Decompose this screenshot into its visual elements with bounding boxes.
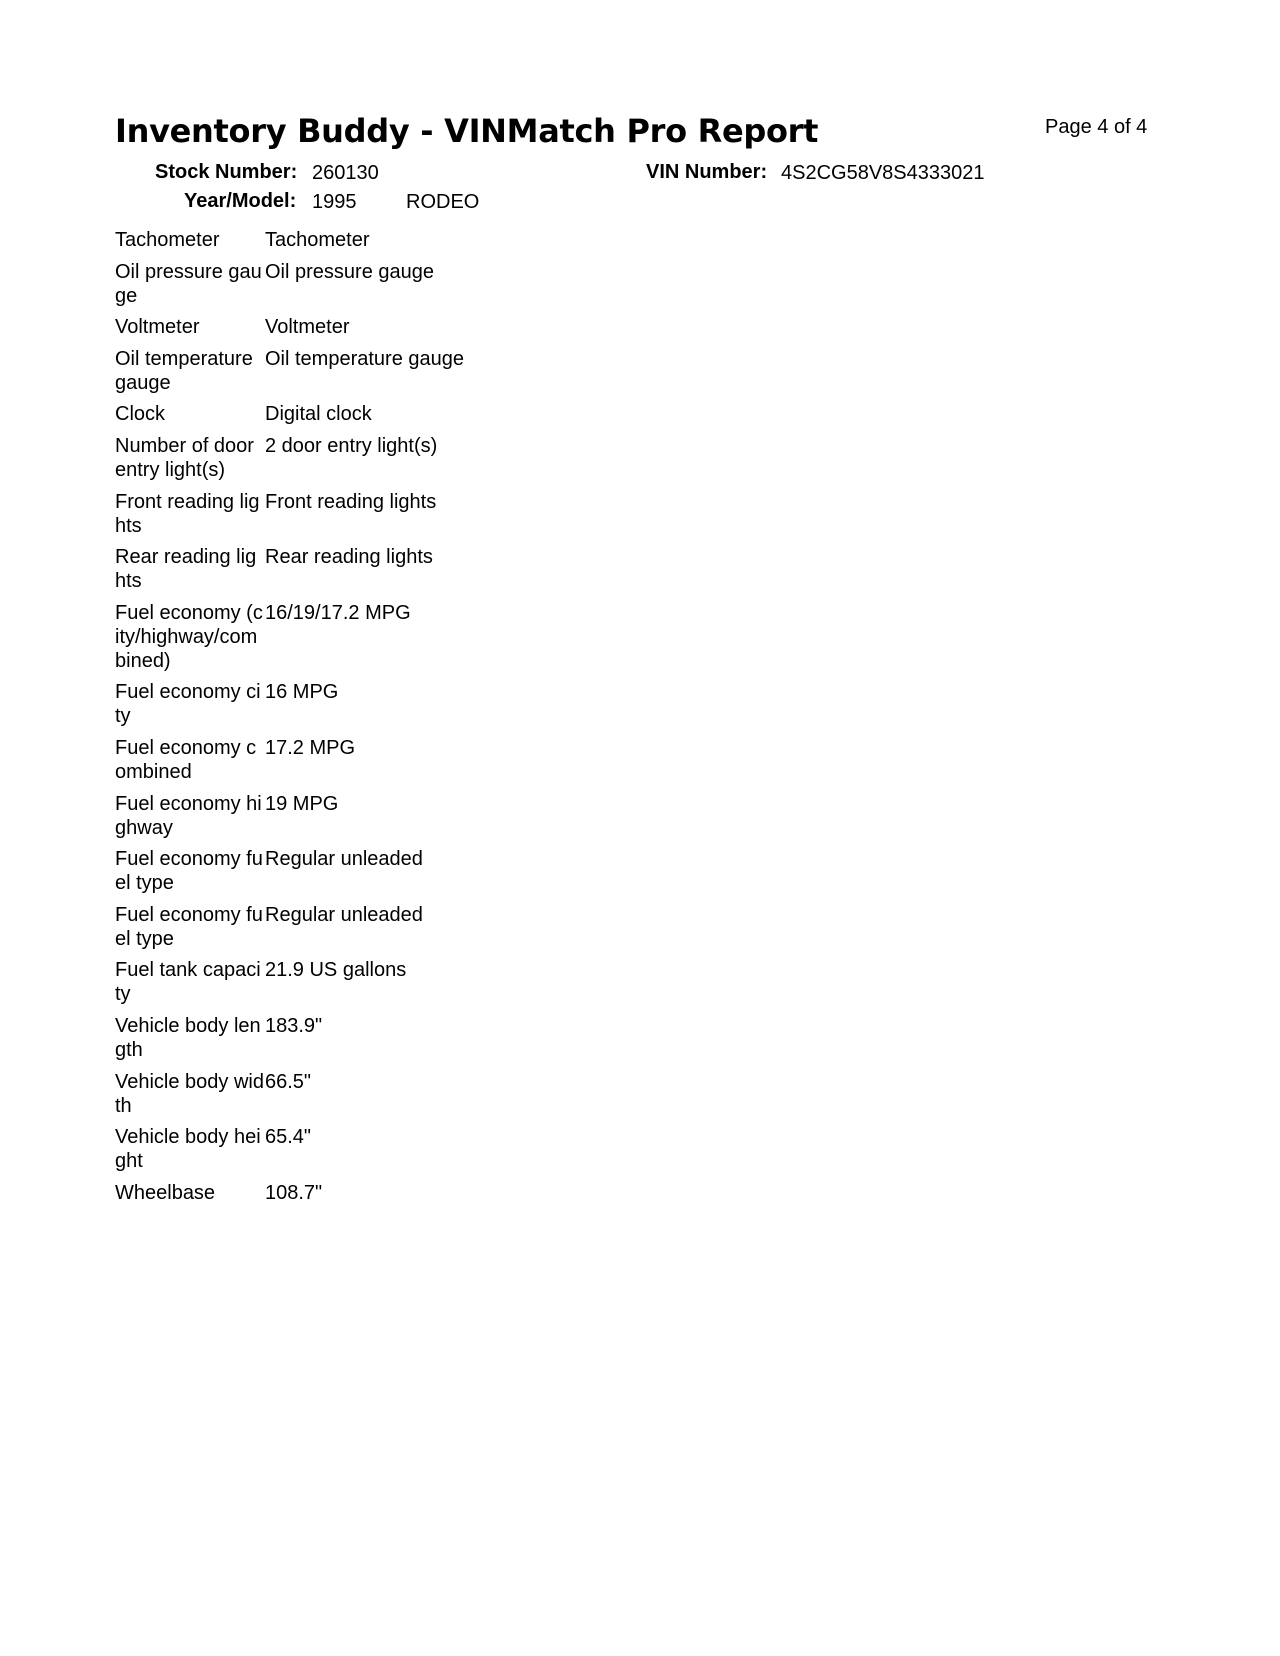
vin-number-label-text: VIN Number: [646,161,768,183]
stock-number-label-text: Stock Number: [155,161,298,183]
spec-label: Fuel economy (city/highway/combined) [115,601,263,672]
spec-value: Voltmeter [265,316,350,339]
spec-label: Number of door entry light(s) [115,434,254,481]
spec-value: Regular unleaded [265,903,423,926]
spec-value: Tachometer [265,229,370,251]
spec-row [115,315,495,339]
spec-label: Fuel economy combined [115,736,257,783]
spec-label: Fuel economy fuel type [115,903,263,950]
spec-row [115,260,495,308]
spec-label: Vehicle body width [115,1070,264,1117]
spec-row [115,347,495,395]
spec-value: Oil temperature gauge [265,347,465,370]
spec-label: Clock [115,403,166,426]
report-title: Inventory Buddy - VINMatch Pro Report [115,112,819,150]
spec-label: Fuel economy fuel type [115,848,263,895]
model-value: RODEO [406,191,480,213]
spec-value: 2 door entry light(s) [265,434,438,457]
spec-list [115,228,495,1212]
year-model-label-text: Year/Model: [184,190,297,212]
stock-number-value: 260130 [312,162,379,184]
spec-value: 16 MPG [265,681,339,704]
spec-row [115,736,495,784]
spec-row [115,1125,495,1173]
spec-row [115,792,495,840]
spec-value: 19 MPG [265,792,339,815]
spec-label: Tachometer [115,229,220,251]
spec-value: Front reading lights [265,490,437,513]
spec-value: Rear reading lights [265,546,433,569]
spec-label: Fuel tank capacity [115,959,261,1006]
spec-row [115,545,495,593]
spec-row [115,958,495,1006]
page-number: Page 4 of 4 [1045,116,1148,138]
year-value: 1995 [312,191,357,213]
spec-label: Oil temperature gauge [115,347,253,394]
spec-label: Wheelbase [115,1181,216,1204]
spec-row [115,228,495,252]
spec-value: 183.9" [265,1014,323,1037]
spec-row [115,847,495,895]
spec-label: Oil pressure gauge [115,260,262,307]
spec-value: Regular unleaded [265,848,423,871]
spec-label: Fuel economy city [115,681,261,728]
stock-number-label [155,161,297,184]
spec-row [115,903,495,951]
vin-number-value: 4S2CG58V8S4333021 [781,162,985,184]
year-model-label [184,190,296,213]
spec-label: Fuel economy highway [115,792,262,839]
spec-row [115,1014,495,1062]
spec-value: 108.7" [265,1181,323,1204]
spec-row [115,490,495,538]
spec-label: Vehicle body length [115,1014,261,1061]
spec-value: 21.9 US gallons [265,959,407,982]
spec-row [115,680,495,728]
spec-row [115,1070,495,1118]
spec-value: Digital clock [265,403,372,426]
spec-row [115,1181,495,1205]
spec-value: 16/19/17.2 MPG [265,601,411,624]
vin-number-label [646,161,767,184]
spec-label: Rear reading lights [115,546,257,593]
spec-label: Vehicle body height [115,1126,261,1173]
spec-value: 17.2 MPG [265,736,356,759]
spec-row [115,434,495,482]
spec-row [115,402,495,426]
spec-label: Front reading lights [115,490,260,537]
spec-value: 66.5" [265,1070,312,1093]
spec-value: Oil pressure gauge [265,260,434,283]
spec-row [115,601,495,673]
spec-value: 65.4" [265,1126,312,1149]
spec-label: Voltmeter [115,316,200,339]
